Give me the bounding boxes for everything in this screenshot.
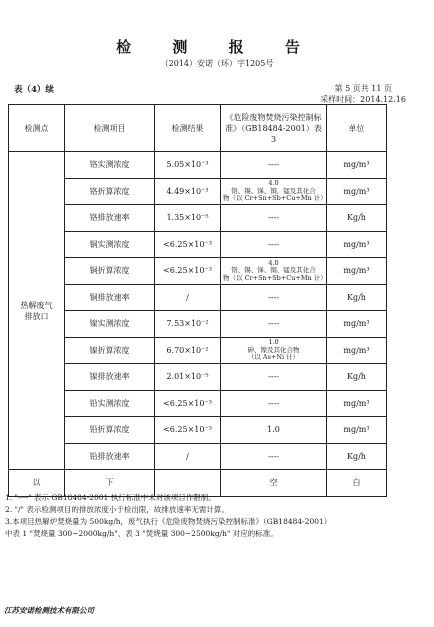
unit-cell: mg/m³ bbox=[327, 258, 387, 285]
standard-line: ---- bbox=[268, 451, 279, 461]
table-row bbox=[9, 337, 387, 364]
unit-cell: Kg/h bbox=[327, 364, 387, 391]
standard-line: ---- bbox=[268, 213, 279, 223]
note-1: 1. "----" 表示 GB18484-2001 执行标准中未对该项目作限制。 bbox=[5, 493, 216, 502]
standard-cell bbox=[221, 205, 327, 232]
item-cell: 铬实测浓度 bbox=[65, 152, 155, 179]
table-row bbox=[9, 390, 387, 417]
result-cell: / bbox=[155, 443, 221, 470]
item-cell: 铅实测浓度 bbox=[65, 390, 155, 417]
note-2: 2. "/" 表示检测项目的排放浓度小于检出限，故排放速率无需计算。 bbox=[5, 505, 229, 514]
unit-cell: Kg/h bbox=[327, 205, 387, 232]
table-row bbox=[9, 364, 387, 391]
standard-line: （以 As+Ni 计） bbox=[247, 353, 300, 361]
result-cell: <6.25×10⁻³ bbox=[155, 390, 221, 417]
unit-cell: Kg/h bbox=[327, 284, 387, 311]
standard-line: ---- bbox=[268, 239, 279, 249]
item-cell: 铬排放速率 bbox=[65, 205, 155, 232]
blank-cell: 空 bbox=[221, 470, 327, 497]
table-row bbox=[9, 258, 387, 285]
standard-cell bbox=[221, 417, 327, 444]
result-cell: 1.35×10⁻⁵ bbox=[155, 205, 221, 232]
header-unit: 单位 bbox=[327, 105, 387, 152]
note-3: 3.本项目热解炉焚烧量为 500kg/h，废气执行《危险废物焚烧污染控制标准》（GB18484-2001） bbox=[5, 517, 332, 526]
standard-cell bbox=[221, 152, 327, 179]
item-cell: 镍排放速率 bbox=[65, 364, 155, 391]
unit-cell: mg/m³ bbox=[327, 152, 387, 179]
result-cell: 2.01×10⁻⁵ bbox=[155, 364, 221, 391]
result-cell: <6.25×10⁻³ bbox=[155, 417, 221, 444]
table-body bbox=[9, 152, 387, 497]
blank-cell: 白 bbox=[327, 470, 387, 497]
table-row bbox=[9, 443, 387, 470]
standard-cell bbox=[221, 284, 327, 311]
table-row bbox=[9, 231, 387, 258]
standard-line: ---- bbox=[268, 372, 279, 382]
unit-cell: mg/m³ bbox=[327, 390, 387, 417]
point-label: 排放口 bbox=[24, 311, 49, 321]
standard-line: 物（以 Cr+Sn+Sb+Cu+Mn 计） bbox=[223, 273, 327, 282]
result-cell: 4.49×10⁻³ bbox=[155, 178, 221, 205]
table-header-row bbox=[9, 105, 387, 152]
unit-cell: mg/m³ bbox=[327, 337, 387, 364]
standard-cell bbox=[221, 390, 327, 417]
header-point: 检测点 bbox=[9, 105, 65, 152]
unit-cell: Kg/h bbox=[327, 443, 387, 470]
point-cell bbox=[9, 152, 65, 470]
standard-line: 4.0 bbox=[268, 179, 279, 187]
table-row bbox=[9, 178, 387, 205]
standard-line: ---- bbox=[268, 292, 279, 302]
document-number: （2014）安诺（环）字1205号 bbox=[160, 59, 274, 68]
standard-line: ---- bbox=[268, 398, 279, 408]
unit-cell: mg/m³ bbox=[327, 417, 387, 444]
item-cell: 铜实测浓度 bbox=[65, 231, 155, 258]
standard-line: 4.0 bbox=[268, 258, 279, 267]
standard-line: 铬、锡、锑、铜、锰及其化合 bbox=[231, 266, 316, 274]
result-cell: / bbox=[155, 284, 221, 311]
table-continuation-label: 表（4）续 bbox=[14, 85, 54, 95]
standard-line: 物（以 Cr+Sn+Sb+Cu+Mn 计） bbox=[223, 194, 327, 202]
sampling-time: 采样时间：2014.12.16 bbox=[320, 95, 406, 104]
table-row bbox=[9, 205, 387, 232]
table-row bbox=[9, 152, 387, 179]
standard-line: 1.0 bbox=[268, 338, 279, 346]
note-4: 中表 1 "焚烧量 300~2000kg/h"、表 3 "焚烧量 300~2500kg/h" 对应的标准。 bbox=[5, 529, 278, 538]
header-result: 检测结果 bbox=[155, 105, 221, 152]
standard-cell bbox=[221, 311, 327, 338]
result-cell: 6.70×10⁻² bbox=[155, 337, 221, 364]
results-table bbox=[8, 104, 387, 497]
page-number: 第 5 页共 11 页 bbox=[334, 84, 392, 93]
table-row bbox=[9, 311, 387, 338]
result-cell: <6.25×10⁻³ bbox=[155, 258, 221, 285]
header-standard: 《危险废物焚烧污染控制标准》（GB18484-2001）表 3 bbox=[221, 105, 327, 152]
standard-line: 1.0 bbox=[267, 425, 280, 435]
report-title: 检 测 报 告 bbox=[116, 38, 318, 56]
item-cell: 铬折算浓度 bbox=[65, 178, 155, 205]
standard-line: ---- bbox=[268, 319, 279, 329]
result-cell: 7.53×10⁻² bbox=[155, 311, 221, 338]
standard-cell bbox=[221, 337, 327, 364]
blank-cell: 下 bbox=[65, 470, 155, 497]
standard-cell bbox=[221, 258, 327, 285]
item-cell: 镍折算浓度 bbox=[65, 337, 155, 364]
unit-cell: mg/m³ bbox=[327, 231, 387, 258]
item-cell: 铅折算浓度 bbox=[65, 417, 155, 444]
item-cell: 铜折算浓度 bbox=[65, 258, 155, 285]
standard-cell bbox=[221, 178, 327, 205]
standard-line: 砷、镍及其化合物 bbox=[247, 345, 300, 354]
result-cell: <6.25×10⁻³ bbox=[155, 231, 221, 258]
unit-cell: mg/m³ bbox=[327, 178, 387, 205]
table-row bbox=[9, 284, 387, 311]
item-cell: 镍实测浓度 bbox=[65, 311, 155, 338]
notes bbox=[5, 492, 430, 540]
unit-cell: mg/m³ bbox=[327, 311, 387, 338]
standard-cell bbox=[221, 443, 327, 470]
standard-cell bbox=[221, 231, 327, 258]
standard-cell bbox=[221, 364, 327, 391]
point-label: 热解废气 bbox=[20, 300, 53, 310]
result-cell: 5.05×10⁻³ bbox=[155, 152, 221, 179]
company-footer: 江苏安诺检测技术有限公司 bbox=[4, 606, 94, 615]
item-cell: 铅排放速率 bbox=[65, 443, 155, 470]
blank-cell: 以 bbox=[9, 470, 65, 497]
item-cell: 铜排放速率 bbox=[65, 284, 155, 311]
standard-line: 铬、锡、锑、铜、锰及其化合 bbox=[231, 186, 316, 195]
header-item: 检测项目 bbox=[65, 105, 155, 152]
standard-line: ---- bbox=[268, 160, 279, 170]
table-row bbox=[9, 417, 387, 444]
